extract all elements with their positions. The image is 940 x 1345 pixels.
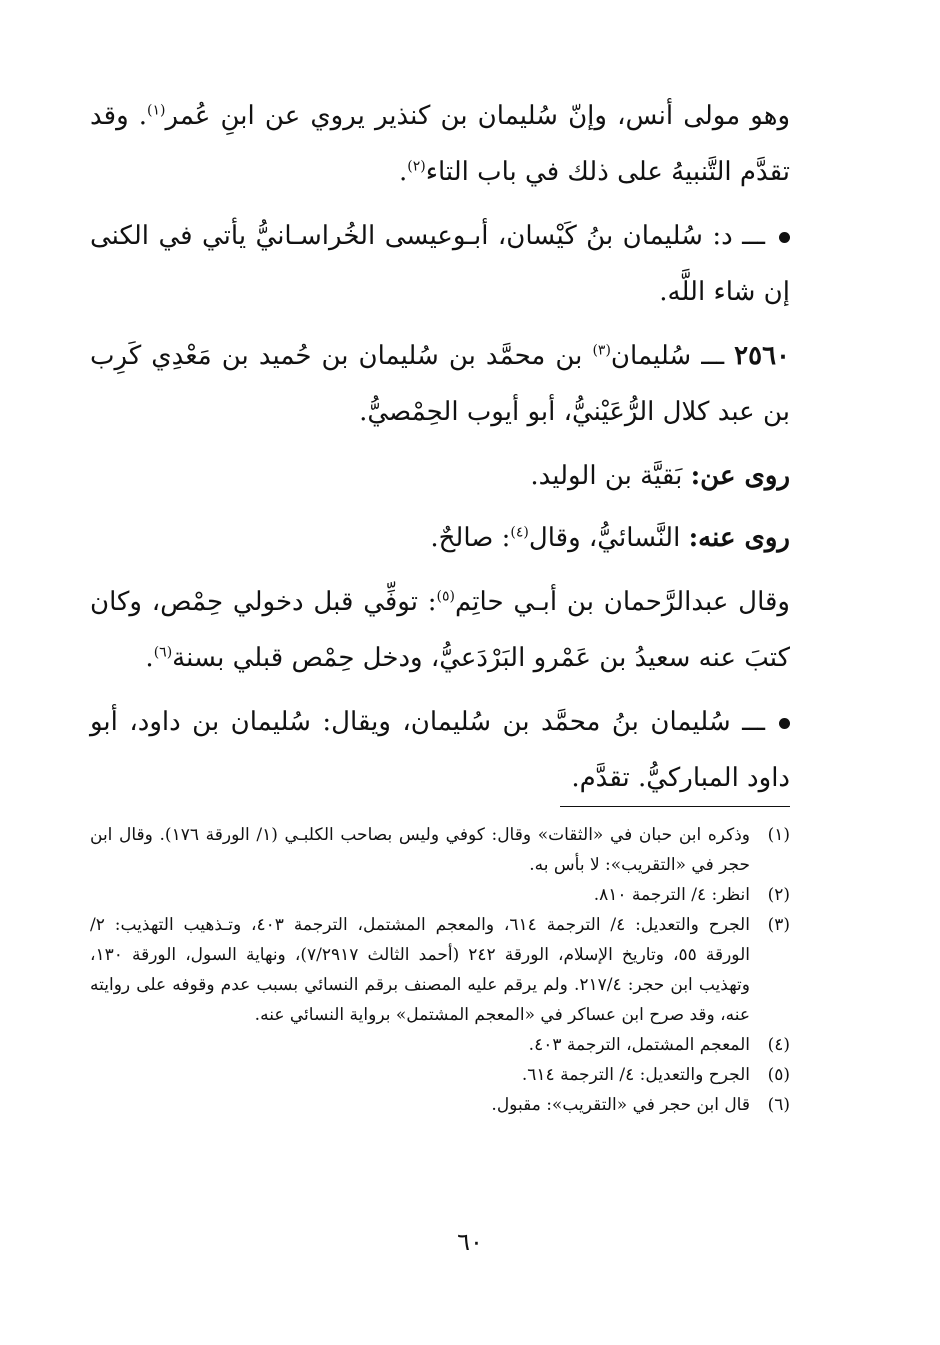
footnote-2 bbox=[90, 880, 790, 910]
entry-text-b: بن محمَّد بن سُليمان بن حُميد بن مَعْدِي كَرِب بن عبد كلال الرُّعَيْنيُّ، أبو أيوب الحِمْصيُّ. bbox=[90, 341, 790, 427]
footnote-text: وذكره ابن حبان في «الثقات» وقال: كوفي وليس بصاحب الكلبـي (١/ الورقة ١٧٦). وقال ابن حجر في «التقريب»: لا بأس به. bbox=[90, 825, 751, 875]
bullet-icon bbox=[779, 718, 790, 729]
bullet-icon bbox=[779, 232, 790, 243]
footnotes bbox=[90, 820, 790, 1120]
narrated-from bbox=[90, 448, 790, 504]
narrated-by bbox=[90, 510, 790, 566]
footnote-text: قال ابن حجر في «التقريب»: مقبول. bbox=[491, 1095, 750, 1115]
narrated-from-label: روى عن: bbox=[690, 461, 790, 491]
paragraph-2-text: ـــ د: سُليمان بنُ كَيْسان، أبـوعيسى الخُراسـانيُّ يأتي في الكنى إن شاء اللَّه. bbox=[90, 221, 790, 307]
paragraph-1 bbox=[90, 88, 790, 200]
footnote-text: الجرح والتعديل: ٤/ الترجمة ٦١٤. bbox=[521, 1065, 750, 1085]
footnote-number: (٤) bbox=[767, 1035, 790, 1055]
narrated-by-label: روى عنه: bbox=[688, 523, 790, 553]
footnote-text: الجرح والتعديل: ٤/ الترجمة ٦١٤، والمعجم المشتمل، الترجمة ٤٠٣، وتـذهيب التهذيب: ٢/ الورقة ٥٥، وتاريخ الإسلام، الورقة ٢٤٢ (أحمد الثالث ٧/٢٩١٧)، ونهاية السول، الورقة ١٣٠، وتهذيب ابن حجر: ٢١٧/٤. ولم يرقم عليه المصنف برقم النسائي بسبب عدم وقوفه على روايته عنه، وقد صرح ابن عساكر في «المعجم المشتمل» برواية النسائي عنه. bbox=[90, 915, 750, 1025]
footnote-5 bbox=[90, 1060, 790, 1090]
footnote-3 bbox=[90, 910, 790, 1030]
paragraph-6-text-b: : توفِّي قبل دخولي حِمْص، وكان كتبَ عنه سعيدُ بن عَمْرو البَرْدَعيُّ، ودخل حِمْص قبلي بسنة bbox=[90, 587, 790, 673]
entry-2560 bbox=[90, 328, 790, 440]
footnote-number: (٦) bbox=[767, 1095, 790, 1115]
footnote-ref-2[interactable]: (٢) bbox=[407, 158, 426, 175]
footnote-number: (٥) bbox=[767, 1065, 790, 1085]
footnote-text: المعجم المشتمل، الترجمة ٤٠٣. bbox=[528, 1035, 750, 1055]
footnote-number: (٢) bbox=[767, 885, 790, 905]
footnote-ref-4[interactable]: (٤) bbox=[510, 524, 529, 541]
paragraph-6 bbox=[90, 574, 790, 686]
footnote-ref-1[interactable]: (١) bbox=[147, 102, 166, 119]
footnote-number: (٣) bbox=[767, 915, 790, 935]
footnote-1 bbox=[90, 820, 790, 880]
paragraph-1-text-b: . وقد تقدَّم التَّنبيهُ على ذلك في باب التاء bbox=[90, 101, 790, 187]
main-text bbox=[90, 88, 790, 814]
narrated-by-text-b: : صالحٌ. bbox=[430, 523, 511, 553]
entry-number: ٢٥٦٠ bbox=[734, 341, 791, 371]
footnote-number: (١) bbox=[767, 825, 790, 845]
narrated-from-text: بَقيَّة بن الوليد. bbox=[530, 461, 691, 491]
paragraph-1-text-a: وهو مولى أنس، وإنّ سُليمان بن كنذير يروي عن ابنِ عُمر bbox=[165, 101, 790, 131]
page-number: ٦٠ bbox=[457, 1228, 483, 1256]
footnote-4 bbox=[90, 1030, 790, 1060]
entry-text-a: ـــ سُليمان bbox=[610, 341, 735, 371]
footnote-ref-6[interactable]: (٦) bbox=[153, 644, 173, 661]
paragraph-6-text-c: . bbox=[145, 643, 154, 673]
paragraph-6-text-a: وقال عبدالرَّحمان بن أبـي حاتِم bbox=[455, 587, 790, 617]
footnote-ref-3[interactable]: (٣) bbox=[592, 342, 611, 359]
narrated-by-text-a: النَّسائيُّ، وقال bbox=[528, 523, 689, 553]
footnote-ref-5[interactable]: (٥) bbox=[436, 588, 455, 605]
paragraph-7-text: ـــ سُليمان بنُ محمَّد بن سُليمان، ويقال: سُليمان بن داود، أبو داود المباركيُّ. تقدَّم. bbox=[90, 707, 790, 793]
footnote-text: انظر: ٤/ الترجمة ٨١٠. bbox=[593, 885, 750, 905]
footnote-divider bbox=[560, 806, 790, 807]
paragraph-2 bbox=[90, 208, 790, 320]
paragraph-1-text-c: . bbox=[398, 157, 408, 187]
footnote-6 bbox=[90, 1090, 790, 1120]
paragraph-7 bbox=[90, 694, 790, 806]
